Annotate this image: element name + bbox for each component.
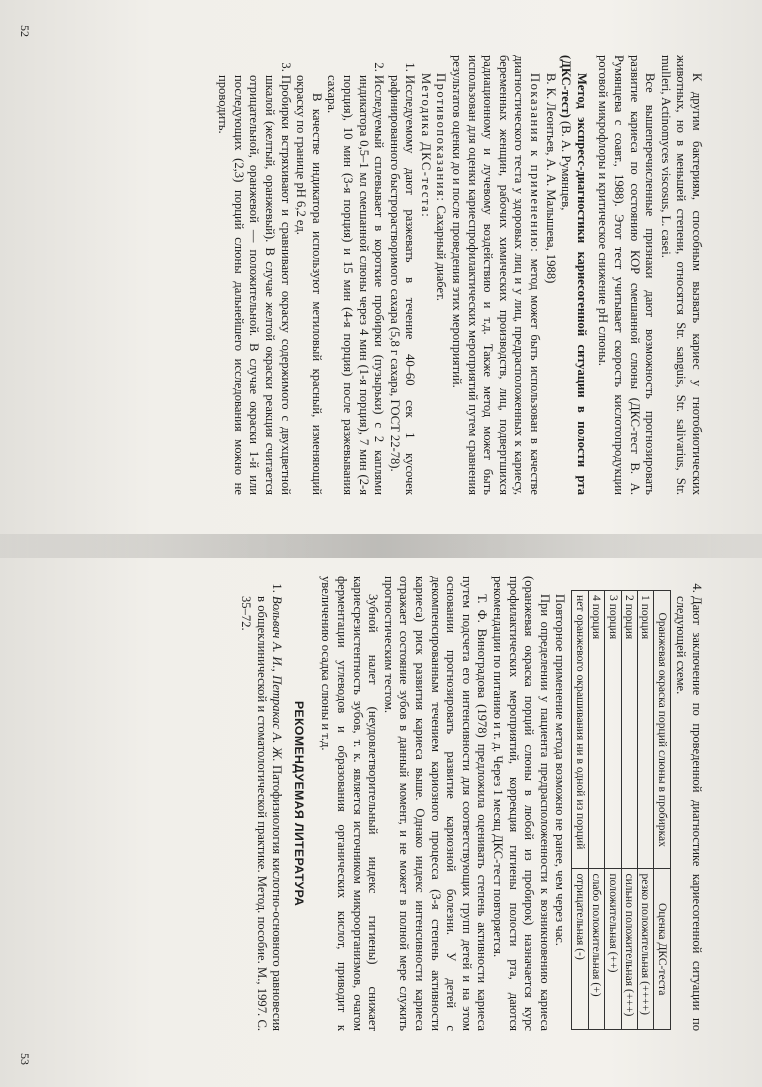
technique-step-1: 1. Исследуемому дают разжевать в течение 40–60 сек 1 кусочек рафинированного быстрорастворимого сахара (5,8 г сахара, ГОСТ 22-78). xyxy=(386,75,417,495)
method-authors-1: (В. А. Румянцев, xyxy=(559,121,574,211)
table-cell: слабо положительная (+) xyxy=(588,869,604,1030)
paragraph-dks-test-intro: Все вышеперечисленные признаки дают возможность прогнозировать развитие кариеса по состоянию КОР смешанной слюны (ДКС-тест В. А. Румянцева с соавт., 1988). Этот тест учитывает скорость кислотопродукции роговой микрофлоры и критическое снижение pH слюны. xyxy=(596,55,658,495)
predisposition-paragraph: При определении у пациента предрасположенности к возникновению кариеса (оранжевая окраска порций слюны в любой из пробирок) назначается курс профилактических мероприятий, коррекция гигиены полости рта, даются рекомендации по питанию и т. д. Через 1 месяц ДКС-тест повторяется. xyxy=(491,576,552,1031)
table-cell: 4 порция xyxy=(588,591,604,869)
indicator-note: В качестве индикатора используют метиловый красный, изменяющий окраску по границе pH 6,2 ед. xyxy=(294,75,324,495)
table-cell: сильно положительная (+++) xyxy=(621,869,637,1030)
plaque-paragraph: Зубной налет (неудовлетворительный индекс гигиены) снижает кариесрезистентность зубов, т. к. является источником микроорганизмов, очагом ферментации углеводов и образования органических кислот, приводит к увеличению осадка слюны и т.д. xyxy=(319,576,381,1031)
page-53-text xyxy=(238,576,705,1031)
technique-step-3: 3. Пробирки встряхивают и сравнивают окраску содержимого с двухцветной шкалой (желтый, оранжевый). В случае желтой окраски реакция считается отрицательной, оранжевой — положительной. В случае окраски 1-й или последующих (2,3) порций слюны дальнейшего исследования можно не проводить. xyxy=(215,75,293,495)
indications-paragraph xyxy=(449,55,543,495)
technique-steps xyxy=(215,55,418,495)
table-cell: 1 порция xyxy=(638,591,654,869)
repeat-note: Повторное применение метода возможно не ранее, чем через час. xyxy=(553,594,568,946)
method-heading xyxy=(558,55,589,495)
table-cell: 3 порция xyxy=(605,591,621,869)
table-cell: резко положительная (++++) xyxy=(638,869,654,1030)
page-number-right: 53 xyxy=(18,1053,32,1065)
contraindications-paragraph xyxy=(433,55,449,495)
table-row xyxy=(572,591,588,1030)
literature-list xyxy=(238,576,285,1031)
page-52-text xyxy=(215,55,704,495)
page-52 xyxy=(0,0,762,540)
table-row xyxy=(638,591,654,1030)
contraindications-text: Сахарный диабет. xyxy=(434,205,449,301)
technique-label: Методика ДКС-теста: xyxy=(418,73,433,219)
table-header-score: Оценка ДКС-теста xyxy=(654,869,670,1030)
literature-item-1-authors: Вольвач А. И., Петракас А. Ж. xyxy=(270,596,285,762)
literature-item-1 xyxy=(238,596,285,1031)
indications-label: Показания к применению: xyxy=(528,73,543,254)
table-cell: 2 порция xyxy=(621,591,637,869)
page-number-left: 52 xyxy=(18,25,32,37)
literature-heading: РЕКОМЕНДУЕМАЯ ЛИТЕРАТУРА xyxy=(291,700,306,907)
table-row xyxy=(605,591,621,1030)
technique-step-2 xyxy=(293,75,387,495)
table-cell: нет оранжевого окрашивания ни в одной из порций xyxy=(572,591,588,869)
table-cell: положительная (++) xyxy=(605,869,621,1030)
vinogradova-paragraph: Т. Ф. Виноградова (1978) предложила оценивать степень активности кариеса путем подсчета его интенсивности для соответствующих групп детей и на этом основании прогнозировать развитие кариозной болезни. У детей с декомпенсированным течением кариозного процесса (3-я степень активности кариеса) риск развития кариеса выше. Однако индекс интенсивности кариеса отражает состояние зубов в данный момент, и не может в полной мере служить прогностическим тестом. xyxy=(381,576,490,1031)
dks-test-table xyxy=(571,590,670,1030)
page-53 xyxy=(0,548,762,1087)
table-cell: отрицательная (-) xyxy=(572,869,588,1030)
technique-step-2-text: Исследуемый сплевывает в короткие пробирки (пузырьки) с 2 каплями индикатора 0,5–1 мл смешанной слюны через 4 мин (1-я порция), 7 мин (2-я порция), 10 мин (3-я порция) и 15 мин (4-я порция) после разжевывания сахара. xyxy=(325,75,387,495)
method-title: Метод экспресс-диагностики кариесогенной ситуации в полости рта (ДКС-тест) xyxy=(559,55,589,495)
table-row xyxy=(588,591,604,1030)
table-header-row xyxy=(654,591,670,1030)
table-header-portions: Оранжевая окраска порций слюны в пробирках xyxy=(654,591,670,869)
table-row xyxy=(621,591,637,1030)
technique-step-4: 4. Дают заключение по проведенной диагностике кариесогенной ситуации по следующей схеме. xyxy=(673,596,704,1031)
method-authors-2: В. К. Леонтьев, А. А. Малышева, 1988) xyxy=(543,73,558,284)
indications-text: метод может быть использован в качестве диагностического теста у здоровых лиц и у лиц, предрасположенных к кариесу, беременных женщин, рабочих химических производств, лиц, подвергшихся радиационному и лучевому воздействию и т.д. Также метод может быть использован для оценки кариеспрофилактических мероприятий путем сравнения результатов оценки до и после проведения этих мероприятий. xyxy=(450,55,543,495)
paragraph-bacteria: К другим бактериям, способным вызвать кариес у гнотобиотических животных, но в меньшей степени, относятся Str. sanguis, Str. salivarius, Str. mulleri, Actinomyces viscosus, L. casei. xyxy=(658,55,704,495)
technique-steps-continued xyxy=(673,576,704,1031)
contraindications-label: Противопоказания: xyxy=(434,73,449,203)
literature-item-1-text: Патофизиология кислотно-основного равновесия в общеклинической и стоматологической практике. Метод. пособие. М., 1997. С. 35–72. xyxy=(239,596,285,1032)
